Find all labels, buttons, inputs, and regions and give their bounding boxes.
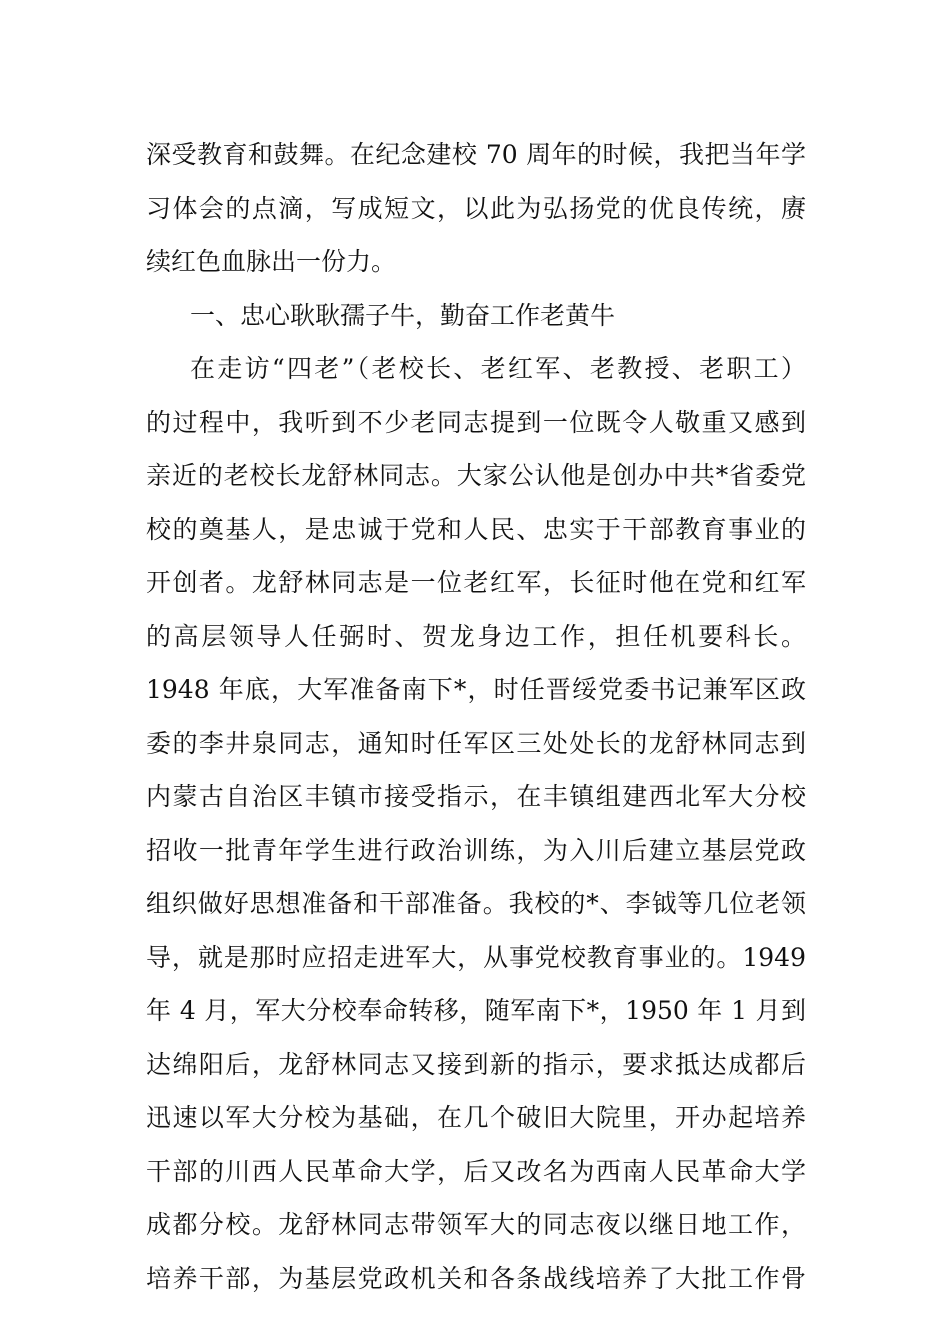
document-body: [146, 128, 806, 1305]
text-line-21: 成都分校。龙舒林同志带领军大的同志夜以继日地工作，: [146, 1210, 806, 1239]
text-line-11: 1948 年底，大军准备南下*，时任晋绥党委书记兼军区政: [146, 675, 806, 704]
text-line-16: 导，就是那时应招走进军大，从事党校教育事业的。1949: [146, 942, 806, 972]
text-line-7: 亲近的老校长龙舒林同志。大家公认他是创办中共*省委党: [146, 461, 806, 490]
text-line-13: 内蒙古自治区丰镇市接受指示，在丰镇组建西北军大分校: [146, 782, 806, 811]
text-line-20: 干部的川西人民革命大学，后又改名为西南人民革命大学: [146, 1156, 806, 1186]
text-line-5: 在走访“四老”（老校长、老红军、老教授、老职工）: [190, 354, 806, 383]
text-line-17: 年 4 月，军大分校奉命转移，随军南下*，1950 年 1 月到: [146, 996, 806, 1025]
text-line-14: 招收一批青年学生进行政治训练，为入川后建立基层党政: [146, 835, 806, 865]
text-line-9: 开创者。龙舒林同志是一位老红军，长征时他在党和红军: [146, 568, 806, 597]
text-line-6: 的过程中，我听到不少老同志提到一位既令人敬重又感到: [146, 407, 806, 437]
text-line-19: 迅速以军大分校为基础，在几个破旧大院里，开办起培养: [146, 1103, 806, 1132]
text-line-2: 习体会的点滴，写成短文，以此为弘扬党的优良传统，赓: [146, 193, 806, 223]
text-line-1: 深受教育和鼓舞。在纪念建校 70 周年的时候，我把当年学: [146, 140, 806, 169]
text-line-8: 校的奠基人，是忠诚于党和人民、忠实于干部教育事业的: [146, 514, 806, 544]
text-line-10: 的高层领导人任弼时、贺龙身边工作，担任机要科长。: [146, 621, 806, 651]
text-line-12: 委的李井泉同志，通知时任军区三处处长的龙舒林同志到: [146, 728, 806, 758]
text-line-22: 培养干部，为基层党政机关和各条战线培养了大批工作骨: [146, 1263, 806, 1293]
text-line-18: 达绵阳后，龙舒林同志又接到新的指示，要求抵达成都后: [146, 1049, 806, 1079]
section-heading: 一、忠心耿耿孺子牛，勤奋工作老黄牛: [190, 300, 616, 330]
text-line-15: 组织做好思想准备和干部准备。我校的*、李钺等几位老领: [146, 889, 806, 918]
text-line-3: 续红色血脉出一份力。: [146, 247, 397, 276]
